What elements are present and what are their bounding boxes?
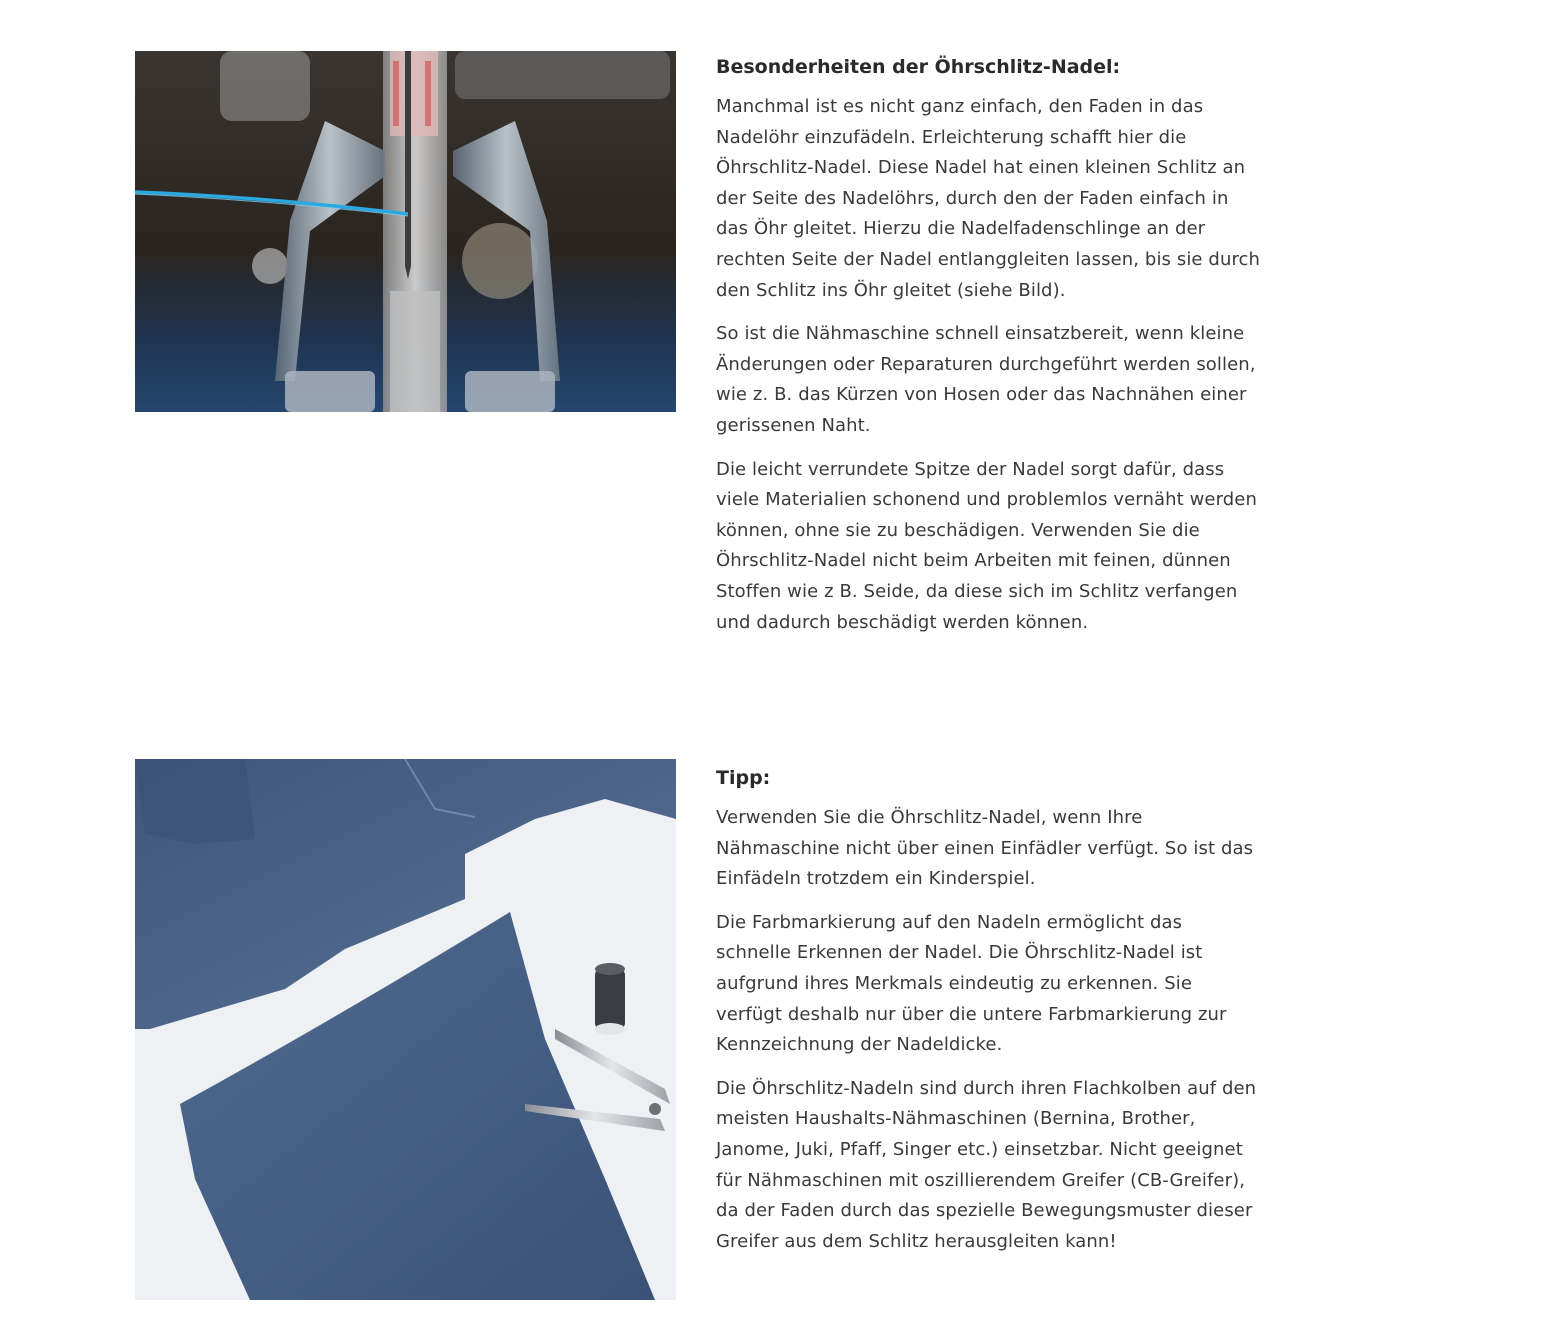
sewing-machine-photo bbox=[135, 51, 676, 412]
content-section-tip bbox=[0, 720, 1550, 1331]
paragraph: Verwenden Sie die Öhrschlitz-Nadel, wenn Ihre Nähmaschine nicht über einen Einfädler verfügt. So ist das Einfädeln trotzdem ein Kinderspiel. bbox=[716, 807, 1254, 890]
needle-text-column bbox=[716, 52, 1261, 651]
jeans-illustration bbox=[135, 759, 676, 1300]
paragraph: Die Öhrschlitz-Nadeln sind durch ihren Flachkolben auf den meisten Haushalts-Nähmaschinen (Bernina, Brother, Janome, Juki, Pfaff, Singer etc.) einsetzbar. Nicht geeignet für Nähmaschinen mit oszillierendem Greifer (CB-Greifer), da der Faden durch das spezielle Bewegungsmuster dieser Greifer aus dem Schlitz herausgleiten kann! bbox=[716, 1077, 1257, 1252]
section-heading: Tipp: bbox=[716, 767, 771, 789]
paragraph: Die leicht verrundete Spitze der Nadel sorgt dafür, dass viele Materialien schonend und problemlos vernäht werden können, ohne sie zu beschädigen. Verwenden Sie die Öhrschlitz-Nadel nicht beim Arbeiten mit feinen, dünnen Stoffen wie z B. Seide, da diese sich im Schlitz verfangen und dadurch beschädigt werden können. bbox=[716, 458, 1257, 633]
paragraph: So ist die Nähmaschine schnell einsatzbereit, wenn kleine Änderungen oder Reparaturen durchgeführt werden sollen, wie z. B. das Kürzen von Hosen oder das Nachnähen einer gerissenen Naht. bbox=[716, 323, 1256, 436]
sewing-machine-illustration bbox=[135, 51, 676, 412]
section-heading: Besonderheiten der Öhrschlitz-Nadel: bbox=[716, 56, 1121, 78]
paragraph: Manchmal ist es nicht ganz einfach, den Faden in das Nadelöhr einzufädeln. Erleichterung schafft hier die Öhrschlitz-Nadel. Diese Nadel hat einen kleinen Schlitz an der Seite des Nadelöhrs, durch den der Faden einfach in das Öhr gleitet. Hierzu die Nadelfadenschlinge an der rechten Seite der Nadel entlanggleiten lassen, bis sie durch den Schlitz ins Öhr gleitet (siehe Bild). bbox=[716, 96, 1261, 301]
tip-text-column bbox=[716, 763, 1261, 1270]
paragraph: Die Farbmarkierung auf den Nadeln ermöglicht das schnelle Erkennen der Nadel. Die Öhrschlitz-Nadel ist aufgrund ihres Merkmals eindeutig zu erkennen. Sie verfügt deshalb nur über die untere Farbmarkierung zur Kennzeichnung der Nadeldicke. bbox=[716, 911, 1227, 1056]
jeans-scissors-photo bbox=[135, 759, 676, 1300]
